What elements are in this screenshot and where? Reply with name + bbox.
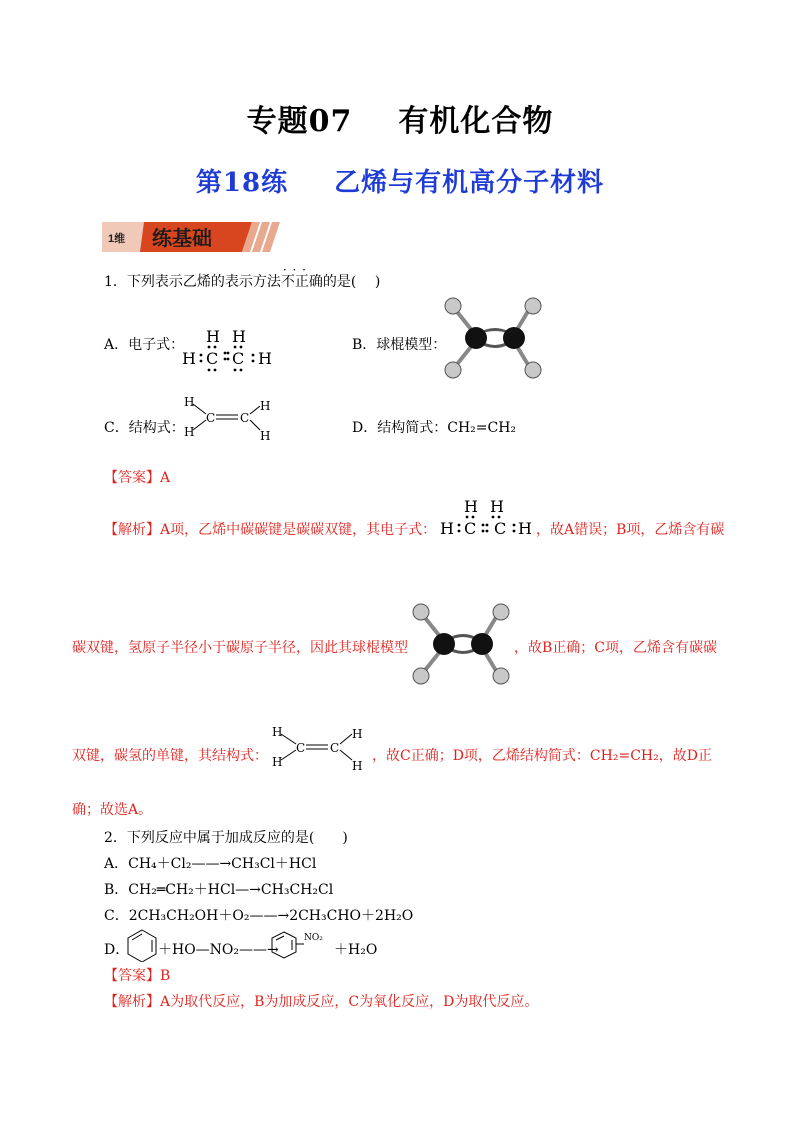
q1-option-a: A．电子式： [104, 337, 185, 353]
svg-text:C: C [240, 411, 250, 425]
q2-answer: 【答案】B [104, 968, 171, 984]
section-banner [102, 218, 282, 254]
structural-formula-c [180, 392, 280, 444]
svg-text:C: C [296, 741, 306, 755]
svg-text:C: C [494, 519, 507, 538]
svg-text:H: H [184, 425, 195, 439]
electron-formula-a [176, 322, 276, 382]
svg-text:H: H [440, 519, 454, 538]
svg-text:C: C [232, 349, 245, 368]
banner-label: 练基础 [152, 226, 212, 250]
nitrobenzene-icon [270, 926, 334, 962]
ball-stick-model-b [438, 294, 548, 380]
page-subtitle: 第18练 乙烯与有机高分子材料 [195, 168, 605, 198]
banner-tag: 1维 [108, 233, 126, 245]
svg-text:C: C [464, 519, 477, 538]
nitro-label: NO₂ [304, 933, 323, 943]
q1-option-b: B．球棍模型： [352, 337, 447, 353]
svg-text:H: H [272, 725, 283, 739]
benzene-ring-icon [124, 928, 160, 962]
svg-text:H: H [490, 497, 504, 516]
q2-analysis: 【解析】A为取代反应，B为加成反应，C为氧化反应，D为取代反应。 [104, 994, 539, 1010]
q2-option-d-mid: ＋HO—NO₂——→ [158, 942, 279, 958]
ball-stick-model-analysis [406, 600, 516, 686]
svg-text:H: H [352, 759, 363, 773]
q1-option-d: D．结构简式：CH₂=CH₂ [352, 420, 517, 436]
q2-option-d-end: ＋H₂O [334, 942, 378, 958]
q1-option-c: C．结构式： [104, 420, 185, 436]
svg-text:H: H [232, 327, 246, 346]
q1-analysis-line-2: 碳双键，氢原子半径小于碳原子半径，因此其球棍模型 [72, 640, 408, 656]
q1-analysis-line-4: 确；故选A。 [72, 802, 153, 818]
svg-text:H: H [182, 349, 196, 368]
svg-text:H: H [518, 519, 532, 538]
svg-text:H: H [258, 349, 272, 368]
svg-text:H: H [260, 399, 271, 413]
svg-text:H: H [352, 727, 363, 741]
q2-option-b: B．CH₂═CH₂＋HCl—→CH₃CH₂Cl [104, 882, 334, 898]
svg-text:C: C [330, 741, 340, 755]
svg-text:H: H [260, 429, 271, 443]
q2-stem: 2．下列反应中属于加成反应的是( ) [104, 830, 348, 846]
q1-analysis-line-3: 双键，碳氢的单键，其结构式： [72, 748, 268, 764]
structural-formula-analysis [268, 722, 368, 774]
q2-option-a: A．CH₄＋Cl₂——→CH₃Cl＋HCl [104, 856, 317, 872]
q2-option-c: C．2CH₃CH₂OH＋O₂——→2CH₃CHO＋2H₂O [104, 908, 414, 924]
svg-text:H: H [464, 497, 478, 516]
q1-stem: 1．下列表示乙烯的表示方法· · · 不正确的是( ) [104, 272, 380, 292]
page-title: 专题07 有机化合物 [246, 104, 554, 139]
q1-analysis-line-1: 【解析】A项，乙烯中碳碳键是碳碳双键，其电子式： [104, 522, 437, 538]
svg-text:H: H [272, 755, 283, 769]
q2-option-d-label: D． [104, 942, 130, 958]
electron-formula-analysis [436, 496, 536, 542]
q1-answer: 【答案】A [104, 470, 171, 486]
q1-analysis-line-1b: ，故A错误；B项，乙烯含有碳 [536, 522, 725, 538]
q1-analysis-line-2b: ，故B正确；C项，乙烯含有碳碳 [514, 640, 717, 656]
svg-text:H: H [206, 327, 220, 346]
svg-text:H: H [184, 395, 195, 409]
q1-analysis-line-3b: ，故C正确；D项，乙烯结构简式：CH₂=CH₂，故D正 [372, 748, 712, 764]
svg-text:C: C [206, 411, 216, 425]
svg-text:C: C [206, 349, 219, 368]
